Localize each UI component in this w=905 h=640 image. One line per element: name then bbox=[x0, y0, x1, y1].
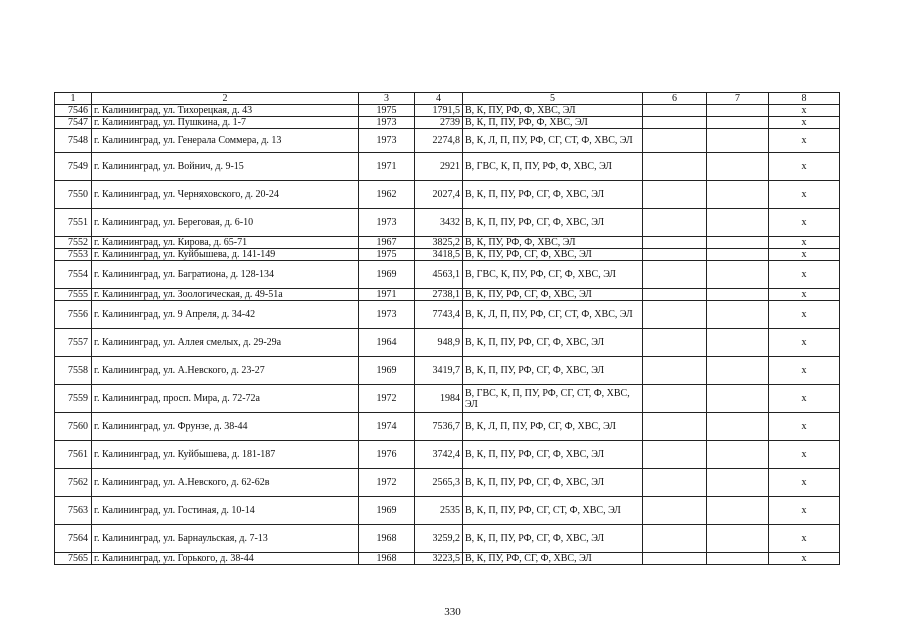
systems-list-cell: В, К, ПУ, РФ, СГ, Ф, ХВС, ЭЛ bbox=[463, 249, 643, 261]
address-cell: г. Калининград, ул. Тихорецкая, д. 43 bbox=[92, 105, 359, 117]
col-6-cell bbox=[643, 469, 707, 497]
housing-register-table bbox=[54, 92, 840, 565]
systems-list-cell: В, К, ПУ, РФ, Ф, ХВС, ЭЛ bbox=[463, 237, 643, 249]
row-number-cell: 7553 bbox=[55, 249, 92, 261]
col-8-mark-cell: x bbox=[769, 525, 840, 553]
table-row bbox=[55, 209, 840, 237]
area-cell: 2535 bbox=[415, 497, 463, 525]
col-6-cell bbox=[643, 357, 707, 385]
col-7-cell bbox=[707, 469, 769, 497]
col-7-cell bbox=[707, 301, 769, 329]
row-number-cell: 7555 bbox=[55, 289, 92, 301]
col-7-cell bbox=[707, 105, 769, 117]
col-6-cell bbox=[643, 105, 707, 117]
area-cell: 4563,1 bbox=[415, 261, 463, 289]
table-row bbox=[55, 525, 840, 553]
col-8-mark-cell: x bbox=[769, 237, 840, 249]
col-8-mark-cell: x bbox=[769, 181, 840, 209]
area-cell: 948,9 bbox=[415, 329, 463, 357]
col-7-cell bbox=[707, 413, 769, 441]
table-row bbox=[55, 129, 840, 153]
address-cell: г. Калининград, ул. Аллея смелых, д. 29-29а bbox=[92, 329, 359, 357]
systems-list-cell: В, ГВС, К, П, ПУ, РФ, Ф, ХВС, ЭЛ bbox=[463, 153, 643, 181]
area-cell: 2738,1 bbox=[415, 289, 463, 301]
address-cell: г. Калининград, ул. Куйбышева, д. 181-187 bbox=[92, 441, 359, 469]
address-cell: г. Калининград, ул. А.Невского, д. 62-62в bbox=[92, 469, 359, 497]
area-cell: 3418,5 bbox=[415, 249, 463, 261]
address-cell: г. Калининград, ул. Гостиная, д. 10-14 bbox=[92, 497, 359, 525]
address-cell: г. Калининград, ул. Пушкина, д. 1-7 bbox=[92, 117, 359, 129]
col-7-cell bbox=[707, 329, 769, 357]
row-number-cell: 7559 bbox=[55, 385, 92, 413]
column-header-3: 3 bbox=[359, 93, 415, 105]
col-7-cell bbox=[707, 441, 769, 469]
year-built-cell: 1968 bbox=[359, 525, 415, 553]
address-cell: г. Калининград, ул. Генерала Соммера, д. 13 bbox=[92, 129, 359, 153]
systems-list-cell: В, К, ПУ, РФ, СГ, Ф, ХВС, ЭЛ bbox=[463, 289, 643, 301]
area-cell: 3825,2 bbox=[415, 237, 463, 249]
year-built-cell: 1975 bbox=[359, 249, 415, 261]
column-header-5: 5 bbox=[463, 93, 643, 105]
address-cell: г. Калининград, ул. Черняховского, д. 20-24 bbox=[92, 181, 359, 209]
table-row bbox=[55, 249, 840, 261]
systems-list-cell: В, К, ПУ, РФ, Ф, ХВС, ЭЛ bbox=[463, 105, 643, 117]
address-cell: г. Калининград, ул. Горького, д. 38-44 bbox=[92, 553, 359, 565]
col-8-mark-cell: x bbox=[769, 469, 840, 497]
row-number-cell: 7565 bbox=[55, 553, 92, 565]
area-cell: 7536,7 bbox=[415, 413, 463, 441]
table-row bbox=[55, 329, 840, 357]
col-7-cell bbox=[707, 553, 769, 565]
row-number-cell: 7551 bbox=[55, 209, 92, 237]
col-6-cell bbox=[643, 441, 707, 469]
col-7-cell bbox=[707, 117, 769, 129]
year-built-cell: 1974 bbox=[359, 413, 415, 441]
col-6-cell bbox=[643, 413, 707, 441]
col-6-cell bbox=[643, 181, 707, 209]
table-row bbox=[55, 441, 840, 469]
col-7-cell bbox=[707, 357, 769, 385]
col-7-cell bbox=[707, 209, 769, 237]
address-cell: г. Калининград, ул. Куйбышева, д. 141-149 bbox=[92, 249, 359, 261]
year-built-cell: 1971 bbox=[359, 153, 415, 181]
col-8-mark-cell: x bbox=[769, 553, 840, 565]
address-cell: г. Калининград, ул. Фрунзе, д. 38-44 bbox=[92, 413, 359, 441]
table-row bbox=[55, 181, 840, 209]
col-6-cell bbox=[643, 117, 707, 129]
col-6-cell bbox=[643, 385, 707, 413]
row-number-cell: 7560 bbox=[55, 413, 92, 441]
column-header-4: 4 bbox=[415, 93, 463, 105]
row-number-cell: 7547 bbox=[55, 117, 92, 129]
col-8-mark-cell: x bbox=[769, 385, 840, 413]
area-cell: 2921 bbox=[415, 153, 463, 181]
address-cell: г. Калининград, ул. Кирова, д. 65-71 bbox=[92, 237, 359, 249]
col-6-cell bbox=[643, 329, 707, 357]
col-6-cell bbox=[643, 289, 707, 301]
systems-list-cell: В, К, П, ПУ, РФ, СГ, СТ, Ф, ХВС, ЭЛ bbox=[463, 497, 643, 525]
area-cell: 3432 bbox=[415, 209, 463, 237]
page-number: 330 bbox=[444, 606, 461, 618]
table-row bbox=[55, 385, 840, 413]
table-row bbox=[55, 413, 840, 441]
col-7-cell bbox=[707, 289, 769, 301]
col-7-cell bbox=[707, 261, 769, 289]
year-built-cell: 1969 bbox=[359, 261, 415, 289]
column-header-8: 8 bbox=[769, 93, 840, 105]
col-8-mark-cell: x bbox=[769, 249, 840, 261]
column-header-7: 7 bbox=[707, 93, 769, 105]
table-row bbox=[55, 497, 840, 525]
col-7-cell bbox=[707, 385, 769, 413]
year-built-cell: 1973 bbox=[359, 209, 415, 237]
area-cell: 1984 bbox=[415, 385, 463, 413]
address-cell: г. Калининград, ул. Багратиона, д. 128-134 bbox=[92, 261, 359, 289]
year-built-cell: 1967 bbox=[359, 237, 415, 249]
row-number-cell: 7552 bbox=[55, 237, 92, 249]
col-7-cell bbox=[707, 497, 769, 525]
year-built-cell: 1972 bbox=[359, 385, 415, 413]
year-built-cell: 1973 bbox=[359, 301, 415, 329]
year-built-cell: 1972 bbox=[359, 469, 415, 497]
table-row bbox=[55, 357, 840, 385]
col-8-mark-cell: x bbox=[769, 441, 840, 469]
table-row bbox=[55, 289, 840, 301]
address-cell: г. Калининград, просп. Мира, д. 72-72а bbox=[92, 385, 359, 413]
table-row bbox=[55, 117, 840, 129]
row-number-cell: 7558 bbox=[55, 357, 92, 385]
address-cell: г. Калининград, ул. Береговая, д. 6-10 bbox=[92, 209, 359, 237]
col-8-mark-cell: x bbox=[769, 413, 840, 441]
col-6-cell bbox=[643, 497, 707, 525]
col-6-cell bbox=[643, 525, 707, 553]
year-built-cell: 1976 bbox=[359, 441, 415, 469]
systems-list-cell: В, К, Л, П, ПУ, РФ, СГ, Ф, ХВС, ЭЛ bbox=[463, 413, 643, 441]
year-built-cell: 1969 bbox=[359, 357, 415, 385]
year-built-cell: 1962 bbox=[359, 181, 415, 209]
col-8-mark-cell: x bbox=[769, 357, 840, 385]
row-number-cell: 7561 bbox=[55, 441, 92, 469]
col-8-mark-cell: x bbox=[769, 117, 840, 129]
row-number-cell: 7549 bbox=[55, 153, 92, 181]
col-6-cell bbox=[643, 129, 707, 153]
col-7-cell bbox=[707, 181, 769, 209]
table-row bbox=[55, 261, 840, 289]
systems-list-cell: В, ГВС, К, ПУ, РФ, СГ, Ф, ХВС, ЭЛ bbox=[463, 261, 643, 289]
area-cell: 2274,8 bbox=[415, 129, 463, 153]
systems-list-cell: В, К, П, ПУ, РФ, СГ, Ф, ХВС, ЭЛ bbox=[463, 469, 643, 497]
systems-list-cell: В, К, П, ПУ, РФ, СГ, Ф, ХВС, ЭЛ bbox=[463, 441, 643, 469]
col-6-cell bbox=[643, 249, 707, 261]
row-number-cell: 7548 bbox=[55, 129, 92, 153]
area-cell: 2027,4 bbox=[415, 181, 463, 209]
row-number-cell: 7557 bbox=[55, 329, 92, 357]
systems-list-cell: В, ГВС, К, П, ПУ, РФ, СГ, СТ, Ф, ХВС, ЭЛ bbox=[463, 385, 643, 413]
year-built-cell: 1975 bbox=[359, 105, 415, 117]
year-built-cell: 1964 bbox=[359, 329, 415, 357]
column-header-6: 6 bbox=[643, 93, 707, 105]
systems-list-cell: В, К, П, ПУ, РФ, СГ, Ф, ХВС, ЭЛ bbox=[463, 329, 643, 357]
systems-list-cell: В, К, П, ПУ, РФ, СГ, Ф, ХВС, ЭЛ bbox=[463, 181, 643, 209]
year-built-cell: 1973 bbox=[359, 117, 415, 129]
col-8-mark-cell: x bbox=[769, 105, 840, 117]
systems-list-cell: В, К, ПУ, РФ, СГ, Ф, ХВС, ЭЛ bbox=[463, 553, 643, 565]
systems-list-cell: В, К, Л, П, ПУ, РФ, СГ, СТ, Ф, ХВС, ЭЛ bbox=[463, 301, 643, 329]
table-row bbox=[55, 153, 840, 181]
address-cell: г. Калининград, ул. 9 Апреля, д. 34-42 bbox=[92, 301, 359, 329]
col-7-cell bbox=[707, 237, 769, 249]
column-header-2: 2 bbox=[92, 93, 359, 105]
table-row bbox=[55, 553, 840, 565]
systems-list-cell: В, К, Л, П, ПУ, РФ, СГ, СТ, Ф, ХВС, ЭЛ bbox=[463, 129, 643, 153]
col-7-cell bbox=[707, 249, 769, 261]
col-7-cell bbox=[707, 129, 769, 153]
systems-list-cell: В, К, П, ПУ, РФ, Ф, ХВС, ЭЛ bbox=[463, 117, 643, 129]
year-built-cell: 1968 bbox=[359, 553, 415, 565]
row-number-cell: 7554 bbox=[55, 261, 92, 289]
col-8-mark-cell: x bbox=[769, 261, 840, 289]
col-8-mark-cell: x bbox=[769, 301, 840, 329]
table-row bbox=[55, 301, 840, 329]
systems-list-cell: В, К, П, ПУ, РФ, СГ, Ф, ХВС, ЭЛ bbox=[463, 357, 643, 385]
col-6-cell bbox=[643, 553, 707, 565]
col-8-mark-cell: x bbox=[769, 209, 840, 237]
year-built-cell: 1973 bbox=[359, 129, 415, 153]
col-8-mark-cell: x bbox=[769, 329, 840, 357]
table-row bbox=[55, 105, 840, 117]
col-8-mark-cell: x bbox=[769, 497, 840, 525]
area-cell: 2565,3 bbox=[415, 469, 463, 497]
col-8-mark-cell: x bbox=[769, 289, 840, 301]
address-cell: г. Калининград, ул. Войнич, д. 9-15 bbox=[92, 153, 359, 181]
col-6-cell bbox=[643, 153, 707, 181]
area-cell: 7743,4 bbox=[415, 301, 463, 329]
area-cell: 3419,7 bbox=[415, 357, 463, 385]
year-built-cell: 1971 bbox=[359, 289, 415, 301]
systems-list-cell: В, К, П, ПУ, РФ, СГ, Ф, ХВС, ЭЛ bbox=[463, 525, 643, 553]
col-8-mark-cell: x bbox=[769, 153, 840, 181]
table-row bbox=[55, 237, 840, 249]
area-cell: 3259,2 bbox=[415, 525, 463, 553]
address-cell: г. Калининград, ул. Зоологическая, д. 49-51а bbox=[92, 289, 359, 301]
col-6-cell bbox=[643, 301, 707, 329]
col-7-cell bbox=[707, 153, 769, 181]
year-built-cell: 1969 bbox=[359, 497, 415, 525]
address-cell: г. Калининград, ул. А.Невского, д. 23-27 bbox=[92, 357, 359, 385]
row-number-cell: 7546 bbox=[55, 105, 92, 117]
column-header-1: 1 bbox=[55, 93, 92, 105]
table-row bbox=[55, 469, 840, 497]
area-cell: 3223,5 bbox=[415, 553, 463, 565]
col-6-cell bbox=[643, 209, 707, 237]
row-number-cell: 7550 bbox=[55, 181, 92, 209]
row-number-cell: 7564 bbox=[55, 525, 92, 553]
row-number-cell: 7562 bbox=[55, 469, 92, 497]
row-number-cell: 7556 bbox=[55, 301, 92, 329]
area-cell: 3742,4 bbox=[415, 441, 463, 469]
col-7-cell bbox=[707, 525, 769, 553]
col-6-cell bbox=[643, 261, 707, 289]
systems-list-cell: В, К, П, ПУ, РФ, СГ, Ф, ХВС, ЭЛ bbox=[463, 209, 643, 237]
address-cell: г. Калининград, ул. Барнаульская, д. 7-13 bbox=[92, 525, 359, 553]
area-cell: 2739 bbox=[415, 117, 463, 129]
column-number-row bbox=[55, 93, 840, 105]
row-number-cell: 7563 bbox=[55, 497, 92, 525]
area-cell: 1791,5 bbox=[415, 105, 463, 117]
table-body bbox=[55, 93, 840, 565]
col-8-mark-cell: x bbox=[769, 129, 840, 153]
col-6-cell bbox=[643, 237, 707, 249]
